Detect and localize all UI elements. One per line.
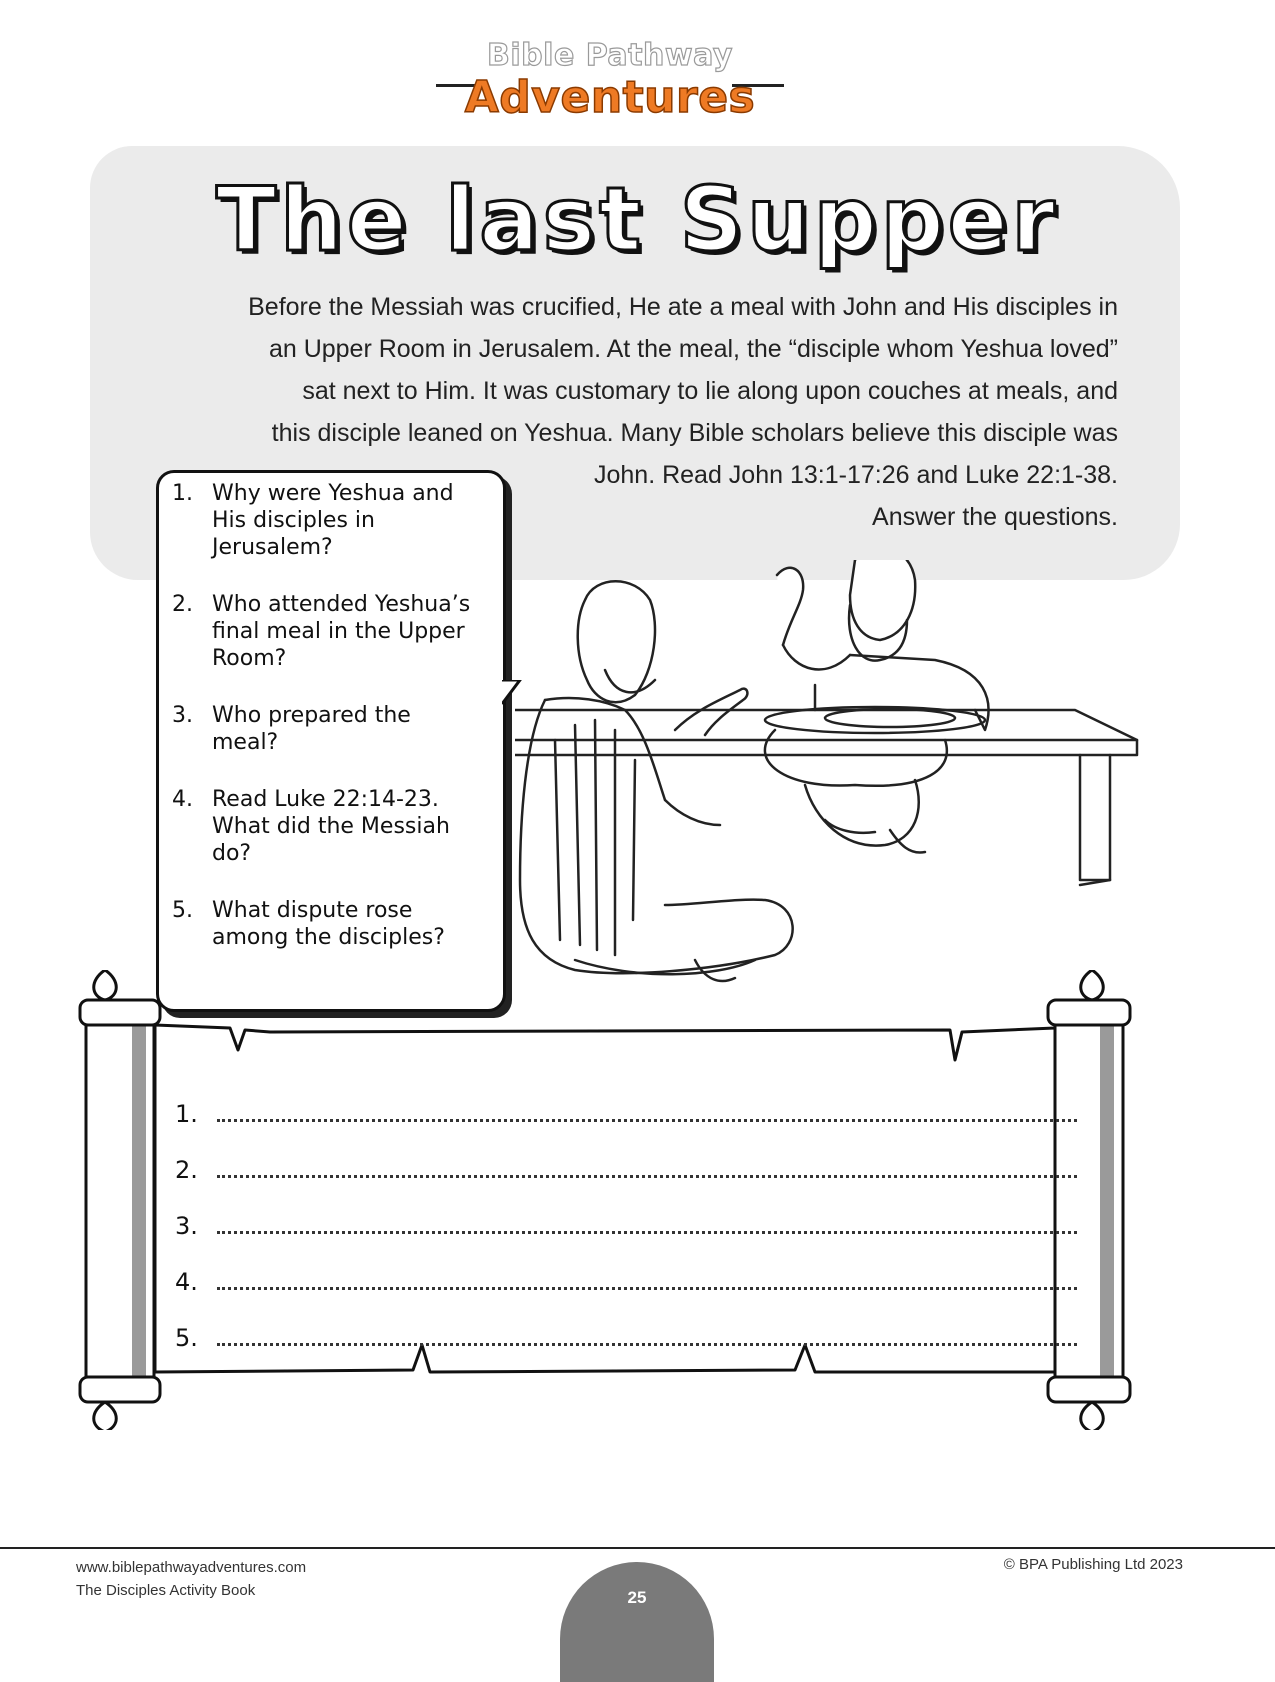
- question-text: Why were Yeshua and His disciples in Jerusalem?: [212, 481, 454, 560]
- answer-line[interactable]: [217, 1231, 1077, 1234]
- question-text: Read Luke 22:14-23. What did the Messiah do?: [212, 787, 450, 866]
- answer-number: 2.: [175, 1156, 198, 1184]
- answer-row[interactable]: [175, 1090, 1095, 1130]
- question-item: [172, 591, 492, 672]
- footer-left: [76, 1556, 306, 1602]
- footer-book-title: The Disciples Activity Book: [76, 1582, 256, 1599]
- question-item: [172, 480, 492, 561]
- page-title: The last Supper: [216, 168, 1059, 271]
- answer-line[interactable]: [217, 1343, 1077, 1346]
- page-number: 25: [627, 1588, 647, 1607]
- answer-number: 1.: [175, 1100, 198, 1128]
- question-item: [172, 702, 492, 756]
- question-text: What dispute rose among the disciples?: [212, 898, 445, 950]
- answer-row[interactable]: [175, 1202, 1095, 1242]
- question-number: 2.: [172, 592, 193, 617]
- question-item: [172, 786, 492, 867]
- answer-line[interactable]: [217, 1287, 1077, 1290]
- question-text: Who attended Yeshua’s final meal in the Upper Room?: [212, 592, 471, 671]
- answer-number: 5.: [175, 1324, 198, 1352]
- footer-website[interactable]: www.biblepathwayadventures.com: [76, 1559, 307, 1576]
- answer-row[interactable]: [175, 1258, 1095, 1298]
- logo-bottom-text: Adventures: [464, 72, 756, 123]
- intro-paragraph: Before the Messiah was crucified, He ate a meal with John and His disciples in an Upper Room in Jerusalem. At the meal, the “disciple whom Yeshua loved” sat next to Him. It was customary to lie along upon couches at meals, and this disciple leaned on Yeshua. Many Bible scholars believe this disciple was John. Read John 13:1-17:26 and Luke 22:1-38. Answer the questions.: [248, 293, 1118, 531]
- question-text: Who prepared the meal?: [212, 703, 411, 755]
- answer-row[interactable]: [175, 1146, 1095, 1186]
- footer-rule: [0, 1547, 1275, 1549]
- question-number: 1.: [172, 481, 193, 506]
- logo-top-text: Bible Pathway: [487, 38, 733, 73]
- answer-line[interactable]: [217, 1119, 1077, 1122]
- question-list: [172, 480, 492, 981]
- answer-number: 3.: [175, 1212, 198, 1240]
- answer-number: 4.: [175, 1268, 198, 1296]
- logo: [420, 38, 800, 123]
- question-number: 3.: [172, 703, 193, 728]
- question-number: 5.: [172, 898, 193, 923]
- footer-copyright: © BPA Publishing Ltd 2023: [1003, 1556, 1183, 1573]
- answer-line[interactable]: [217, 1175, 1077, 1178]
- answer-row[interactable]: [175, 1314, 1095, 1354]
- answer-scroll: [70, 970, 1205, 1430]
- question-number: 4.: [172, 787, 193, 812]
- page-number-tab: [560, 1562, 714, 1682]
- question-item: [172, 897, 492, 951]
